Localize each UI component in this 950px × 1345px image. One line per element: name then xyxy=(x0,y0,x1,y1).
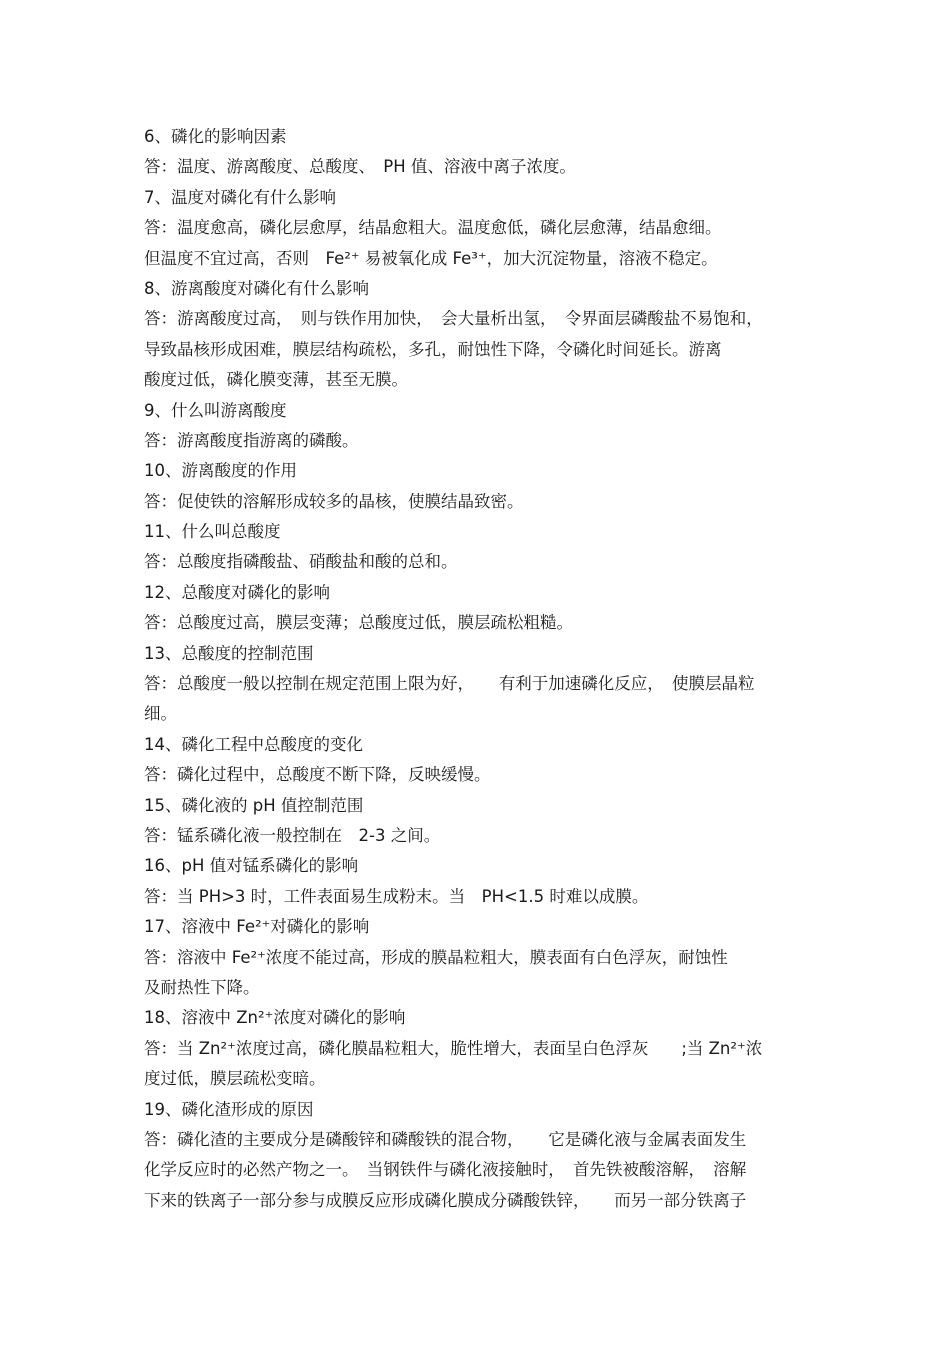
answer-line: 下来的铁离子一部分参与成膜反应形成磷化膜成分磷酸铁锌， 而另一部分铁离子 xyxy=(144,1190,747,1210)
question-heading: 10、游离酸度的作用 xyxy=(144,461,297,481)
question-heading: 12、总酸度对磷化的影响 xyxy=(144,582,330,602)
document-body xyxy=(144,122,814,1216)
answer-line: 答：游离酸度指游离的磷酸。 xyxy=(144,430,359,450)
answer-line: 答：总酸度指磷酸盐、硝酸盐和酸的总和。 xyxy=(144,552,458,572)
question-heading: 19、磷化渣形成的原因 xyxy=(144,1099,314,1119)
question-heading: 9、什么叫游离酸度 xyxy=(144,400,287,420)
answer-line: 但温度不宜过高，否则 Fe²⁺ 易被氧化成 Fe³⁺，加大沉淀物量，溶液不稳定。 xyxy=(144,248,718,268)
question-heading: 14、磷化工程中总酸度的变化 xyxy=(144,734,363,754)
answer-line: 答：温度愈高，磷化层愈厚，结晶愈粗大。温度愈低，磷化层愈薄，结晶愈细。 xyxy=(144,218,722,238)
question-heading: 7、温度对磷化有什么影响 xyxy=(144,187,336,207)
answer-line: 答：当 Zn²⁺浓度过高，磷化膜晶粒粗大，脆性增大，表面呈白色浮灰 ;当 Zn²⁺浓 xyxy=(144,1038,763,1058)
answer-line: 答：磷化渣的主要成分是磷酸锌和磷酸铁的混合物， 它是磷化液与金属表面发生 xyxy=(144,1129,747,1149)
answer-line: 答：溶液中 Fe²⁺浓度不能过高，形成的膜晶粒粗大，膜表面有白色浮灰，耐蚀性 xyxy=(144,947,728,967)
answer-line: 答：总酸度一般以控制在规定范围上限为好， 有利于加速磷化反应， 使膜层晶粒 xyxy=(144,674,755,694)
question-heading: 6、磷化的影响因素 xyxy=(144,127,287,146)
answer-line: 化学反应时的必然产物之一。 当钢铁件与磷化液接触时， 首先铁被酸溶解， 溶解 xyxy=(144,1160,747,1180)
answer-line: 导致晶核形成困难，膜层结构疏松，多孔，耐蚀性下降，令磷化时间延长。游离 xyxy=(144,339,722,359)
answer-line: 答：温度、游离酸度、总酸度、 PH 值、溶液中离子浓度。 xyxy=(144,157,576,177)
answer-line: 度过低，膜层疏松变暗。 xyxy=(144,1069,326,1089)
question-heading: 13、总酸度的控制范围 xyxy=(144,643,314,663)
answer-line: 答：磷化过程中，总酸度不断下降，反映缓慢。 xyxy=(144,765,491,785)
answer-line: 答：促使铁的溶解形成较多的晶核，使膜结晶致密。 xyxy=(144,491,524,511)
question-heading: 15、磷化液的 pH 值控制范围 xyxy=(144,795,364,815)
question-heading: 11、什么叫总酸度 xyxy=(144,522,281,542)
answer-line: 答：总酸度过高，膜层变薄；总酸度过低，膜层疏松粗糙。 xyxy=(144,613,573,633)
question-heading: 18、溶液中 Zn²⁺浓度对磷化的影响 xyxy=(144,1008,406,1028)
question-heading: 17、溶液中 Fe²⁺对磷化的影响 xyxy=(144,917,370,937)
answer-line: 细。 xyxy=(144,704,177,724)
answer-line: 答：游离酸度过高， 则与铁作用加快， 会大量析出氢， 令界面层磷酸盐不易饱和， xyxy=(144,309,763,329)
question-heading: 8、游离酸度对磷化有什么影响 xyxy=(144,278,369,298)
answer-line: 答：当 PH>3 时，工件表面易生成粉末。当 PH<1.5 时难以成膜。 xyxy=(144,886,649,906)
answer-line: 及耐热性下降。 xyxy=(144,977,260,997)
answer-line: 答：锰系磷化液一般控制在 2-3 之间。 xyxy=(144,825,441,845)
answer-line: 酸度过低，磷化膜变薄，甚至无膜。 xyxy=(144,370,408,390)
question-heading: 16、pH 值对锰系磷化的影响 xyxy=(144,856,359,876)
